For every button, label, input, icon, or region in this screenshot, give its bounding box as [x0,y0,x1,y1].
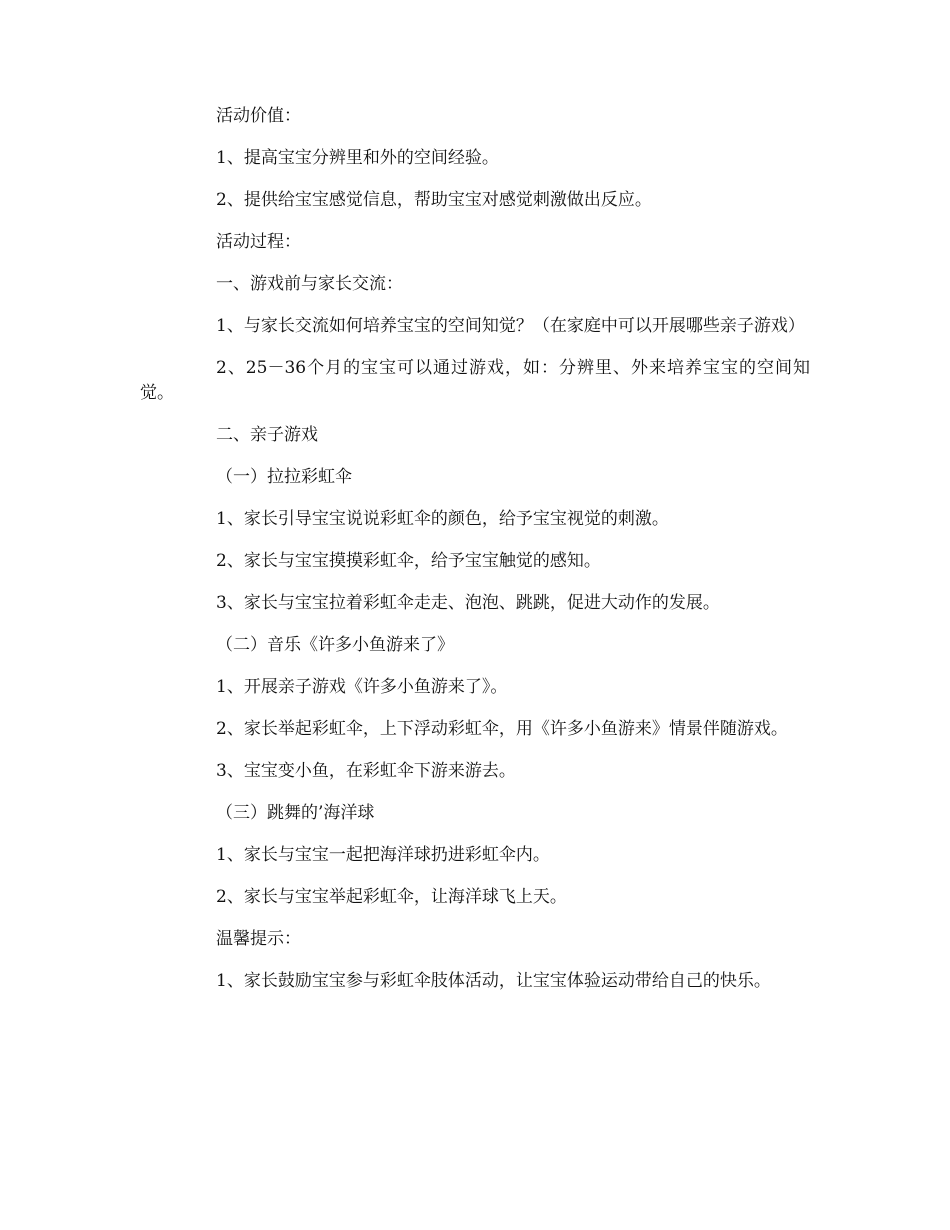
list-item: 1、家长鼓励宝宝参与彩虹伞肢体活动，让宝宝体验运动带给自己的快乐。 [216,971,771,991]
game-heading: （三）跳舞的’海洋球 [216,803,375,823]
list-item: 2、家长与宝宝举起彩虹伞，让海洋球飞上天。 [216,887,567,907]
list-item: 3、宝宝变小鱼，在彩虹伞下游来游去。 [216,761,516,781]
document-body [140,104,810,1011]
list-item: 2、家长与宝宝摸摸彩虹伞，给予宝宝触觉的感知。 [216,551,601,571]
subsection-heading: 二、亲子游戏 [216,425,318,445]
list-item: 2、家长举起彩虹伞，上下浮动彩虹伞，用《许多小鱼游来》情景伴随游戏。 [216,719,788,739]
list-item: 1、与家长交流如何培养宝宝的空间知觉？（在家庭中可以开展哪些亲子游戏） [216,316,805,336]
list-item: 2、25－36个月的宝宝可以通过游戏，如：分辨里、外来培养宝宝的空间知觉。 [140,358,810,403]
list-item: 3、家长与宝宝拉着彩虹伞走走、泡泡、跳跳，促进大动作的发展。 [216,593,720,613]
game-heading: （二）音乐《许多小鱼游来了》 [216,635,454,655]
list-item: 1、家长与宝宝一起把海洋球扔进彩虹伞内。 [216,845,550,865]
section-heading-activity-value: 活动价值： [216,106,301,126]
list-item: 1、开展亲子游戏《许多小鱼游来了》。 [216,677,508,697]
list-item: 2、提供给宝宝感觉信息，帮助宝宝对感觉刺激做出反应。 [216,190,652,210]
list-item: 1、提高宝宝分辨里和外的空间经验。 [216,148,499,168]
game-heading: （一）拉拉彩虹伞 [216,467,352,487]
section-heading-tips: 温馨提示： [216,929,301,949]
subsection-heading: 一、游戏前与家长交流： [216,274,403,294]
list-item: 1、家长引导宝宝说说彩虹伞的颜色，给予宝宝视觉的刺激。 [216,509,669,529]
section-heading-activity-process: 活动过程： [216,232,301,252]
